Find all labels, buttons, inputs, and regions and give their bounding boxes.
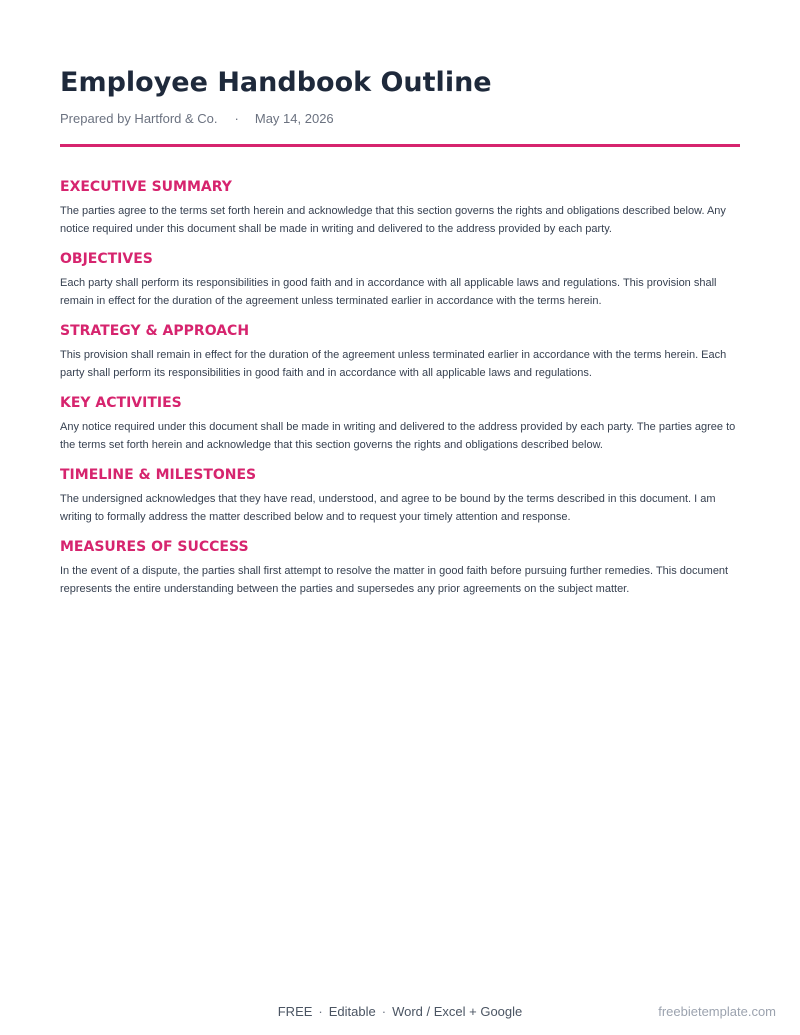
section-strategy-approach — [60, 322, 740, 394]
section-key-activities — [60, 394, 740, 466]
section-executive-summary — [60, 178, 740, 250]
footer-dot: · — [381, 1004, 387, 1019]
meta-separator: · — [234, 111, 239, 126]
footer-formats: Word / Excel + Google — [392, 1004, 523, 1019]
footer-dot: · — [318, 1004, 323, 1019]
section-heading: OBJECTIVES — [60, 251, 153, 267]
document-meta — [60, 111, 334, 127]
section-timeline-milestones — [60, 466, 740, 538]
section-heading: EXECUTIVE SUMMARY — [60, 179, 232, 195]
section-body: The undersigned acknowledges that they have read, understood, and agree to be bound by the terms described in this document. I am writing to formally address the matter described below and to request your timely attention and response. — [60, 493, 716, 523]
section-body: This provision shall remain in effect for the duration of the agreement unless terminated earlier in accordance with the terms herein. Each party shall perform its responsibilities in good faith and in accordance with all applicable laws and regulations. — [60, 349, 727, 379]
section-heading: MEASURES OF SUCCESS — [60, 539, 249, 555]
section-objectives — [60, 250, 740, 322]
section-body: In the event of a dispute, the parties shall first attempt to resolve the matter in good faith before pursuing further remedies. This document represents the entire understanding between the parties and supersedes any prior agreements on the subject matter. — [60, 565, 729, 595]
document-date: May 14, 2026 — [254, 111, 334, 126]
section-heading: KEY ACTIVITIES — [60, 395, 182, 411]
prepared-by: Prepared by Hartford & Co. — [60, 111, 218, 126]
section-heading: TIMELINE & MILESTONES — [60, 467, 257, 483]
footer-free: FREE — [277, 1004, 313, 1019]
section-measures-of-success — [60, 538, 740, 610]
section-heading: STRATEGY & APPROACH — [60, 323, 250, 339]
footer-site-link[interactable]: freebietemplate.com — [658, 1004, 776, 1019]
section-body: Any notice required under this document shall be made in writing and delivered to the address provided by each party. The parties agree to the terms set forth herein and acknowledge that this section governs the rights and obligations described below. — [60, 421, 736, 451]
sections-list — [60, 178, 740, 610]
footer-editable: Editable — [328, 1004, 376, 1019]
page-title: Employee Handbook Outline — [60, 67, 492, 98]
header-divider — [60, 144, 740, 147]
section-body: Each party shall perform its responsibilities in good faith and in accordance with all applicable laws and regulations. This provision shall remain in effect for the duration of the agreement unless terminated earlier in accordance with the terms herein. — [60, 277, 717, 307]
section-body: The parties agree to the terms set forth herein and acknowledge that this section governs the rights and obligations described below. Any notice required under this document shall be made in writing and delivered to the address provided by each party. — [60, 205, 726, 235]
